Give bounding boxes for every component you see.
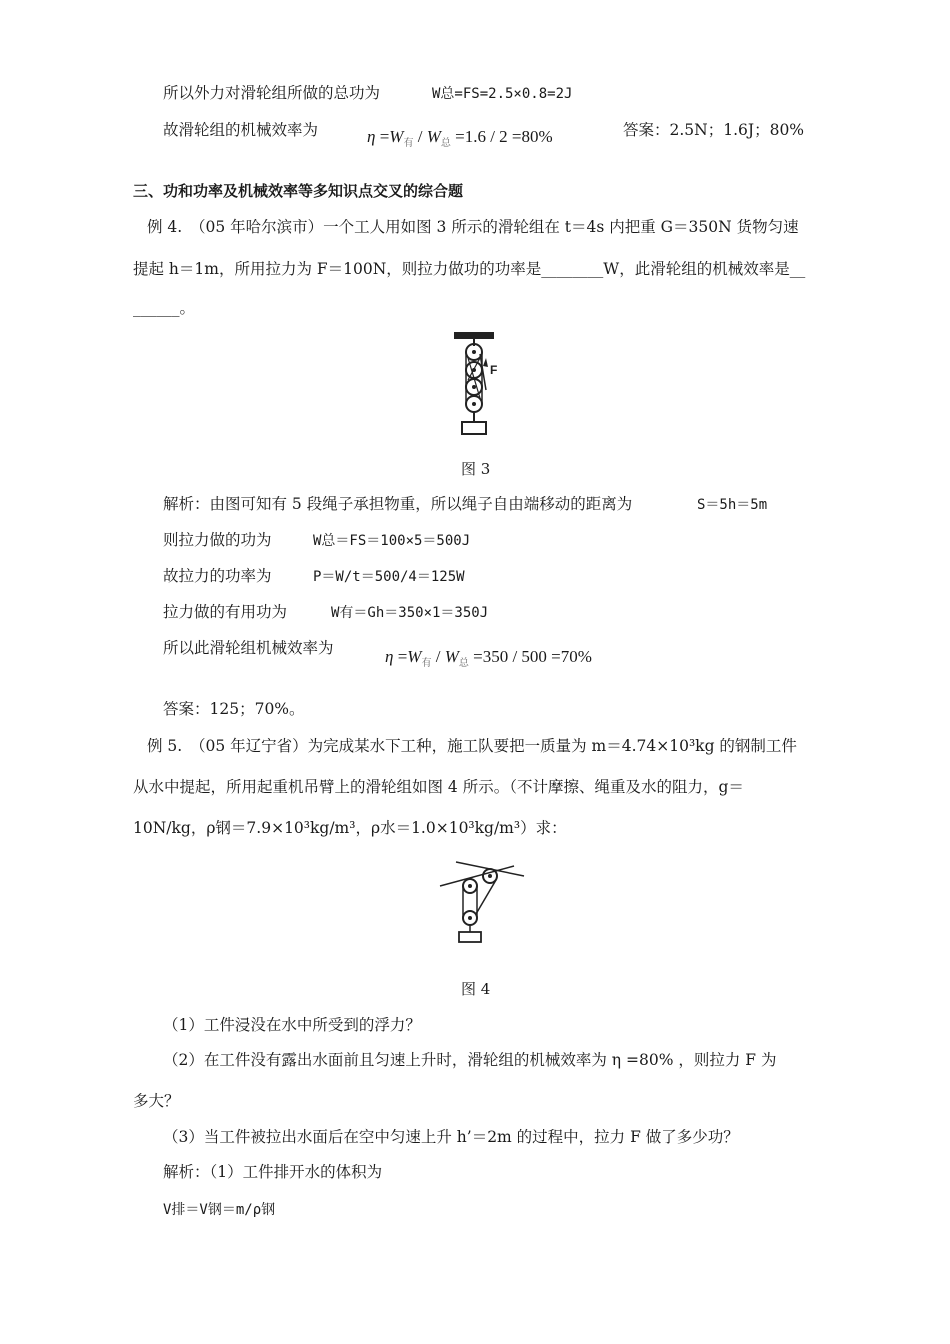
analysis-line2: 则拉力做的功为: [163, 531, 272, 549]
example4-line2: 提起 h＝1m，所用拉力为 F＝100N，则拉力做功的功率是________W，此滑轮组的机械效率是__: [133, 260, 806, 278]
subscript-total: 总: [440, 138, 451, 149]
formula-result: =350 / 500 =70%: [473, 647, 592, 666]
question-1: （1）工件浸没在水中所受到的浮力？: [163, 1016, 421, 1034]
subscript-total: 总: [458, 658, 469, 669]
w-symbol: W: [389, 127, 404, 146]
force-label: F: [490, 363, 498, 377]
solution-line2: V排＝V钢＝m/ρ钢: [163, 1202, 276, 1218]
analysis-line1-value: S＝5h＝5m: [697, 497, 768, 513]
figure-3-pulley-diagram: [450, 330, 530, 440]
question-2-line1: （2）在工件没有露出水面前且匀速上升时，滑轮组的机械效率为 η =80% ，则拉力 F 为: [163, 1051, 777, 1069]
total-work-label: 所以外力对滑轮组所做的总功为: [163, 84, 381, 102]
force-arrow: [483, 358, 488, 367]
formula-result: =1.6 / 2 =80%: [455, 127, 553, 146]
subscript-useful: 有: [403, 138, 414, 149]
w-symbol: W: [407, 647, 422, 666]
question-3: （3）当工件被拉出水面后在空中匀速上升 h’＝2m 的过程中，拉力 F 做了多少功？: [163, 1128, 739, 1146]
example5-line2: 从水中提起，所用起重机吊臂上的滑轮组如图 4 所示。（不计摩擦、绳重及水的阻力，g＝: [133, 778, 744, 796]
analysis-efficiency-formula: $\eta =W_有 / W_总 =350 / 500 =70\%$: [385, 647, 592, 669]
section-heading: 三、功和功率及机械效率等多知识点交叉的综合题: [133, 182, 464, 200]
efficiency-formula: $\eta =W_有 / W_总 =1.6 / 2 =80\%$: [367, 127, 553, 149]
example5-line3: 10N/kg，ρ钢＝7.9×10³kg/m³，ρ水＝1.0×10³kg/m³）求：: [133, 819, 567, 837]
eta-symbol: η: [367, 127, 376, 146]
analysis-line5: 所以此滑轮组机械效率为: [163, 639, 334, 657]
eta-symbol: η: [385, 647, 394, 666]
analysis-line3-value: P＝W/t＝500/4＝125W: [313, 569, 465, 585]
load-box: [462, 422, 486, 434]
w-symbol: W: [444, 647, 459, 666]
efficiency-label: 故滑轮组的机械效率为: [163, 121, 319, 139]
example5-line1: 例 5. （05 年辽宁省）为完成某水下工种，施工队要把一质量为 m＝4.74×10³kg 的钢制工件: [147, 737, 797, 755]
figure-3-caption: 图 3: [461, 460, 491, 478]
answer-line: 答案：2.5N；1.6J；80%: [623, 121, 805, 139]
analysis-line3: 故拉力的功率为: [163, 567, 272, 585]
example4-line3: ______。: [133, 299, 196, 317]
analysis-line4-value: W有＝Gh＝350×1＝350J: [331, 605, 489, 621]
analysis-line4: 拉力做的有用功为: [163, 603, 288, 621]
analysis-line1: 解析：由图可知有 5 段绳子承担物重，所以绳子自由端移动的距离为: [163, 495, 633, 513]
figure-4-crane-pulley-diagram: [436, 856, 526, 946]
ceiling-beam: [454, 332, 494, 339]
figure-4-caption: 图 4: [461, 980, 491, 998]
total-work-formula: W总=FS=2.5×0.8=2J: [432, 86, 573, 102]
solution-line1: 解析：（1）工件排开水的体积为: [163, 1163, 383, 1181]
subscript-useful: 有: [421, 658, 432, 669]
analysis-line2-value: W总＝FS＝100×5＝500J: [313, 533, 471, 549]
answer-example4: 答案：125；70%。: [163, 700, 305, 718]
question-2-line2: 多大？: [133, 1092, 180, 1110]
workpiece-box: [459, 932, 481, 942]
example4-line1: 例 4. （05 年哈尔滨市）一个工人用如图 3 所示的滑轮组在 t＝4s 内把重 G＝350N 货物匀速: [147, 218, 799, 236]
w-symbol: W: [426, 127, 441, 146]
